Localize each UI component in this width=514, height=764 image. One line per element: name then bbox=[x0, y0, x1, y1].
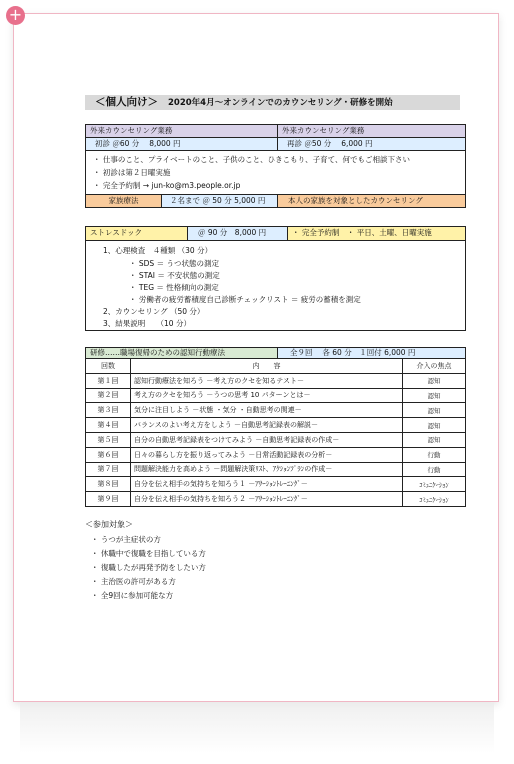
first-visit-price: 初診 ＠60 分 8,000 円 bbox=[85, 137, 278, 151]
session-focus: 認知 bbox=[403, 403, 466, 418]
table-row bbox=[86, 403, 466, 418]
participant-item: ・ 全9回に参加可能な方 bbox=[91, 591, 174, 600]
participant-item: ・ 休職中で復職を目指している方 bbox=[91, 549, 206, 558]
outpatient-note: ・ 仕事のこと、プライベートのこと、子供のこと、ひきこもり、子育て、何でもご相談下さい bbox=[93, 155, 411, 164]
session-number: 第６回 bbox=[86, 447, 131, 462]
session-number: 第１回 bbox=[86, 373, 131, 388]
session-content: 考え方のクセを知ろう －うつの思考 10 パターンとは－ bbox=[131, 388, 403, 403]
outpatient-note: ・ 初診は第２日曜実施 bbox=[93, 168, 171, 177]
session-content: 問題解決能力を高めよう －問題解決策ﾘｽﾄ、ｱｸｼｮﾝﾌﾟﾗﾝの作成－ bbox=[131, 462, 403, 477]
session-focus: 認知 bbox=[403, 432, 466, 447]
table-row bbox=[86, 418, 466, 433]
participant-item: ・ 復職したが再発予防をしたい方 bbox=[91, 563, 206, 572]
stress-dock-label: ストレスドック bbox=[85, 226, 188, 241]
stress-dock-price: ＠ 90 分 8,000 円 bbox=[187, 226, 288, 241]
table-row bbox=[86, 388, 466, 403]
session-focus: 認知 bbox=[403, 373, 466, 388]
session-focus: 認知 bbox=[403, 418, 466, 433]
session-number: 第５回 bbox=[86, 432, 131, 447]
stress-dock-line: ・ TEG ＝ 性格傾向の測定 bbox=[129, 283, 219, 292]
table-row bbox=[86, 373, 466, 388]
session-content: 自分を伝え相手の気持ちを知ろう２ －ｱｻｰｼｮﾝﾄﾚｰﾆﾝｸﾞ－ bbox=[131, 492, 403, 507]
expand-plus-icon[interactable]: + bbox=[6, 6, 25, 25]
training-summary: 全９回 各 60 分 １回付 6,000 円 bbox=[277, 347, 466, 359]
session-content: 気分に注目しよう －状態 ・気分 ・自動思考の関連－ bbox=[131, 403, 403, 418]
family-therapy-detail: ２名まで ＠ 50 分 5,000 円 bbox=[161, 194, 278, 208]
session-focus: ｺﾐｭﾆｹｰｼｮﾝ bbox=[403, 492, 466, 507]
participant-item: ・ うつが主症状の方 bbox=[91, 535, 161, 544]
page-title: ＜個人向け＞ bbox=[95, 96, 158, 108]
session-focus: 行動 bbox=[403, 462, 466, 477]
stress-dock-line: ・ SDS ＝ うつ状態の測定 bbox=[129, 259, 219, 268]
page-subtitle: 2020年4月～オンラインでのカウンセリング・研修を開始 bbox=[168, 98, 393, 108]
session-number: 第４回 bbox=[86, 418, 131, 433]
stress-dock-line: 3、結果説明 （10 分） bbox=[103, 319, 191, 328]
training-label: 研修……職場復帰のための認知行動療法 bbox=[85, 347, 278, 359]
participant-item: ・ 主治医の許可がある方 bbox=[91, 577, 176, 586]
session-number: 第８回 bbox=[86, 477, 131, 492]
session-focus: ｺﾐｭﾆｹｰｼｮﾝ bbox=[403, 477, 466, 492]
stress-dock-note: ・ 完全予約制 ・ 平日、土曜、日曜実施 bbox=[287, 226, 466, 241]
page-shadow bbox=[20, 703, 494, 753]
table-row bbox=[86, 462, 466, 477]
outpatient-label-left: 外来カウンセリング業務 bbox=[85, 124, 278, 138]
header-content: 内 容 bbox=[131, 359, 403, 374]
session-content: 日々の暮らし方を振り返ってみよう －日常活動記録表の分析－ bbox=[131, 447, 403, 462]
revisit-price: 再診 ＠50 分 6,000 円 bbox=[277, 137, 466, 151]
session-number: 第３回 bbox=[86, 403, 131, 418]
session-focus: 認知 bbox=[403, 388, 466, 403]
family-therapy-note: 本人の家族を対象としたカウンセリング bbox=[277, 194, 466, 208]
outpatient-note: ・ 完全予約制 → jun-ko@m3.people.or.jp bbox=[93, 181, 241, 190]
participants-heading: ＜参加対象＞ bbox=[85, 520, 133, 529]
table-header-row bbox=[86, 359, 466, 374]
stress-dock-line: ・ 労働者の疲労蓄積度自己診断チェックリスト ＝ 疲労の蓄積を測定 bbox=[129, 295, 361, 304]
stress-dock-line: 2、カウンセリング （50 分） bbox=[103, 307, 205, 316]
title-bar bbox=[85, 95, 460, 110]
header-session: 回数 bbox=[86, 359, 131, 374]
session-focus: 行動 bbox=[403, 447, 466, 462]
stress-dock-line: ・ STAI ＝ 不安状態の測定 bbox=[129, 271, 220, 280]
header-focus: 介入の焦点 bbox=[403, 359, 466, 374]
session-content: バランスのよい考え方をしよう －自動思考記録表の解説－ bbox=[131, 418, 403, 433]
table-row bbox=[86, 447, 466, 462]
session-number: 第２回 bbox=[86, 388, 131, 403]
table-row bbox=[86, 492, 466, 507]
table-row bbox=[86, 477, 466, 492]
session-number: 第９回 bbox=[86, 492, 131, 507]
session-content: 認知行動療法を知ろう －考え方のクセを知るテスト－ bbox=[131, 373, 403, 388]
outpatient-label-right: 外来カウンセリング業務 bbox=[277, 124, 466, 138]
family-therapy-label: 家族療法 bbox=[85, 194, 162, 208]
table-row bbox=[86, 432, 466, 447]
session-content: 自分を伝え相手の気持ちを知ろう１ －ｱｻｰｼｮﾝﾄﾚｰﾆﾝｸﾞ－ bbox=[131, 477, 403, 492]
session-number: 第７回 bbox=[86, 462, 131, 477]
stress-dock-line: 1、心理検査 ４種類 （30 分） bbox=[103, 246, 213, 255]
training-table bbox=[85, 358, 466, 507]
session-content: 自分の自動思考記録表をつけてみよう －自動思考記録表の作成－ bbox=[131, 432, 403, 447]
